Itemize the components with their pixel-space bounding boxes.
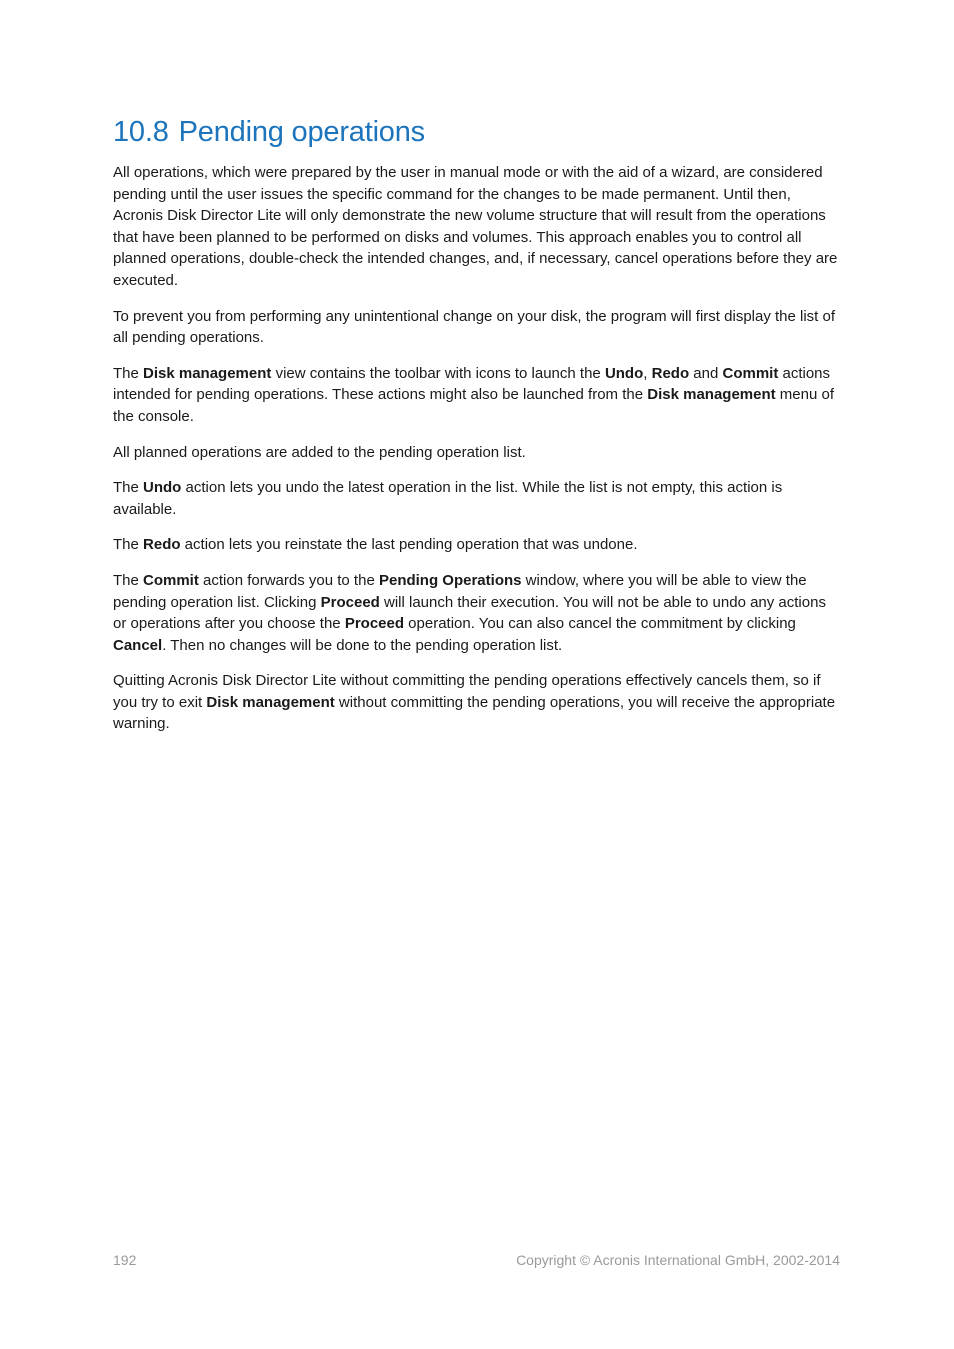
text-run: operation. You can also cancel the commitment by clicking	[404, 615, 796, 633]
bold-term: Disk management	[206, 693, 335, 711]
bold-term: Pending Operations	[378, 571, 522, 589]
text-run: The	[113, 571, 144, 589]
bold-term: Proceed	[344, 615, 405, 633]
text-run: action forwards you to the	[198, 571, 379, 589]
paragraph-planned-list	[113, 442, 840, 464]
section-title: Pending operations	[178, 116, 425, 148]
bold-term: Commit	[722, 364, 779, 382]
text-run: and	[689, 364, 723, 382]
page-number: 192	[113, 1252, 137, 1268]
text-run: action lets you undo the latest operation in the list. While the list is not empty, this action is available.	[113, 479, 783, 518]
text-run: . Then no changes will be done to the pending operation list.	[162, 636, 563, 654]
paragraph-quitting	[113, 670, 840, 735]
section-heading	[113, 110, 840, 154]
bold-term: Undo	[143, 479, 182, 497]
text-run: The	[113, 364, 144, 382]
text-run: window, where you will be able to view the pending operation list. Clicking	[113, 571, 807, 611]
text-run: All operations, which were prepared by the user in manual mode or with the aid of a wizard, are considered pending until the user issues the specific command for the changes to be made permanent. Until then, Acronis Disk Director Lite will only demonstrate the new volume structure that will result from the operations that have been planned to be performed on disks and volumes. This approach enables you to control all planned operations, double-check the intended changes, and, if necessary, cancel operations before they are executed.	[113, 164, 838, 289]
paragraph-commit	[113, 570, 840, 656]
section-number: 10.8	[113, 116, 169, 148]
text-run: action lets you reinstate the last pending operation that was undone.	[180, 536, 638, 554]
text-run: To prevent you from performing any unintentional change on your disk, the program will first display the list of all pending operations.	[113, 307, 836, 347]
bold-term: Disk management	[647, 386, 776, 404]
text-run: will launch their execution. You will not be able to undo any actions or operations after you choose the	[113, 593, 826, 633]
paragraph-prevent-changes	[113, 306, 840, 349]
bold-term: Redo	[651, 364, 690, 382]
bold-term: Undo	[604, 364, 644, 382]
document-page	[113, 110, 840, 749]
bold-term: Commit	[143, 571, 199, 589]
text-run: Quitting Acronis Disk Director Lite without committing the pending operations effectively cancels them, so if you try to exit	[113, 672, 821, 711]
paragraph-redo	[113, 534, 840, 556]
text-run: The	[113, 536, 144, 554]
copyright-notice: Copyright © Acronis International GmbH, 2002-2014	[516, 1252, 840, 1268]
bold-term: Proceed	[320, 593, 380, 611]
text-run: view contains the toolbar with icons to launch the	[271, 364, 605, 382]
text-run: All planned operations are added to the pending operation list.	[113, 443, 526, 461]
paragraph-undo	[113, 477, 840, 520]
text-run: The	[113, 479, 144, 497]
text-run: ,	[643, 364, 652, 382]
paragraph-intro	[113, 162, 840, 292]
text-run: menu of the console.	[113, 386, 835, 425]
bold-term: Disk management	[143, 364, 272, 382]
text-run: without committing the pending operations, you will receive the appropriate warning.	[113, 693, 836, 733]
bold-term: Redo	[143, 536, 181, 554]
bold-term: Cancel	[113, 636, 163, 654]
paragraph-toolbar	[113, 363, 840, 428]
text-run: actions intended for pending operations. These actions might also be launched from the	[113, 364, 831, 404]
